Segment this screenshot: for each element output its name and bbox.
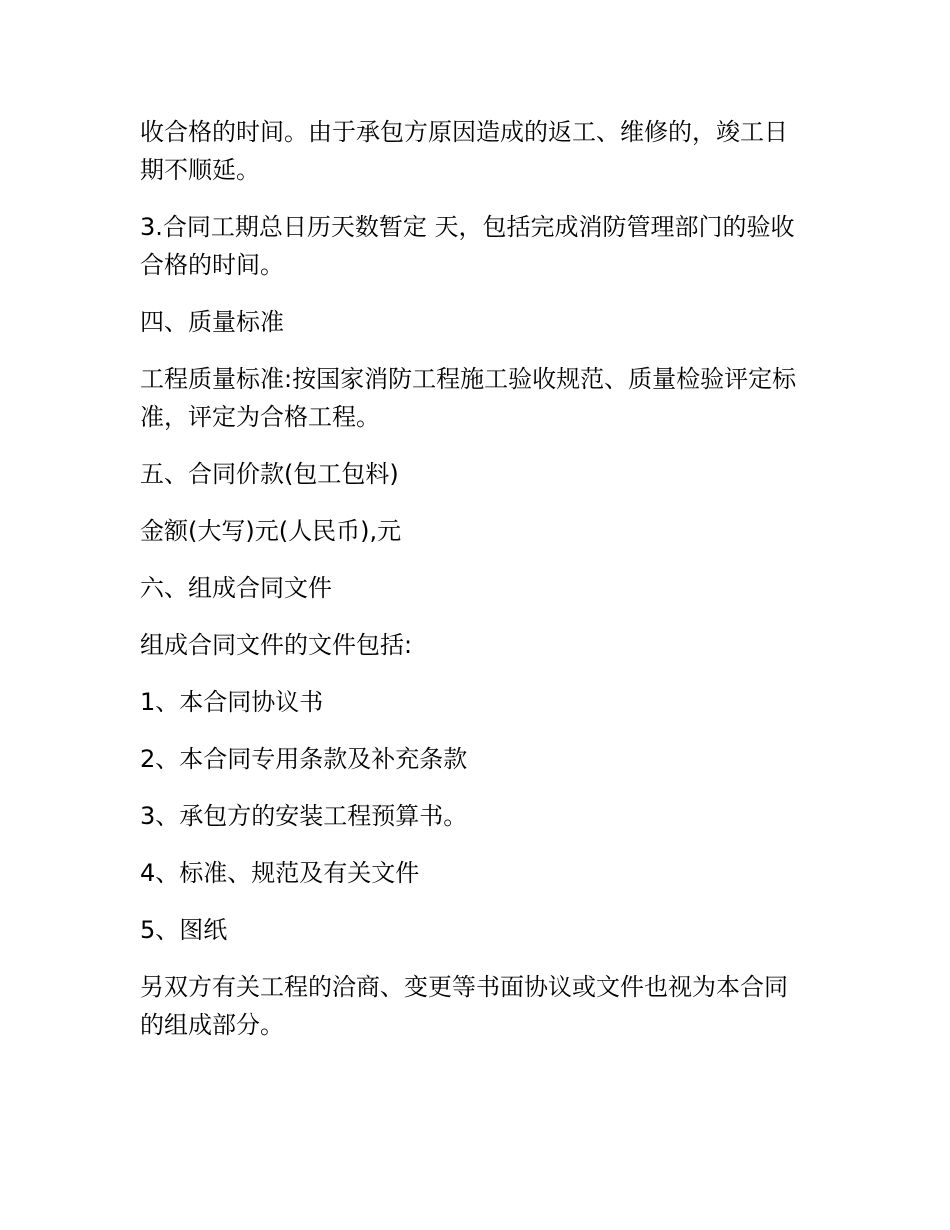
section-heading-quality-standard: 四、质量标准 bbox=[140, 308, 284, 336]
paragraph-amount: 金额(大写)元(人民币),元 bbox=[140, 517, 402, 545]
list-item-budget: 3、承包方的安装工程预算书。 bbox=[140, 802, 468, 830]
section-heading-contract-documents: 六、组成合同文件 bbox=[140, 574, 332, 602]
paragraph-additional-agreements: 另双方有关工程的洽商、变更等书面协议或文件也视为本合同的组成部分。 bbox=[140, 973, 788, 1039]
paragraph-documents-include: 组成合同文件的文件包括: bbox=[140, 631, 413, 659]
list-item-standards: 4、标准、规范及有关文件 bbox=[140, 859, 420, 887]
paragraph-contract-duration: 3.合同工期总日历天数暂定 天，包括完成消防管理部门的验收合格的时间。 bbox=[140, 213, 795, 279]
paragraph-quality-standard: 工程质量标准:按国家消防工程施工验收规范、质量检验评定标准，评定为合格工程。 bbox=[140, 365, 797, 431]
paragraph-completion-acceptance: 收合格的时间。由于承包方原因造成的返工、维修的，竣工日期不顺延。 bbox=[140, 118, 788, 184]
list-item-drawings: 5、图纸 bbox=[140, 916, 228, 944]
list-item-special-terms: 2、本合同专用条款及补充条款 bbox=[140, 745, 468, 773]
list-item-agreement: 1、本合同协议书 bbox=[140, 688, 324, 716]
section-heading-contract-price: 五、合同价款(包工包料) bbox=[140, 460, 399, 488]
document-body bbox=[140, 113, 810, 1063]
